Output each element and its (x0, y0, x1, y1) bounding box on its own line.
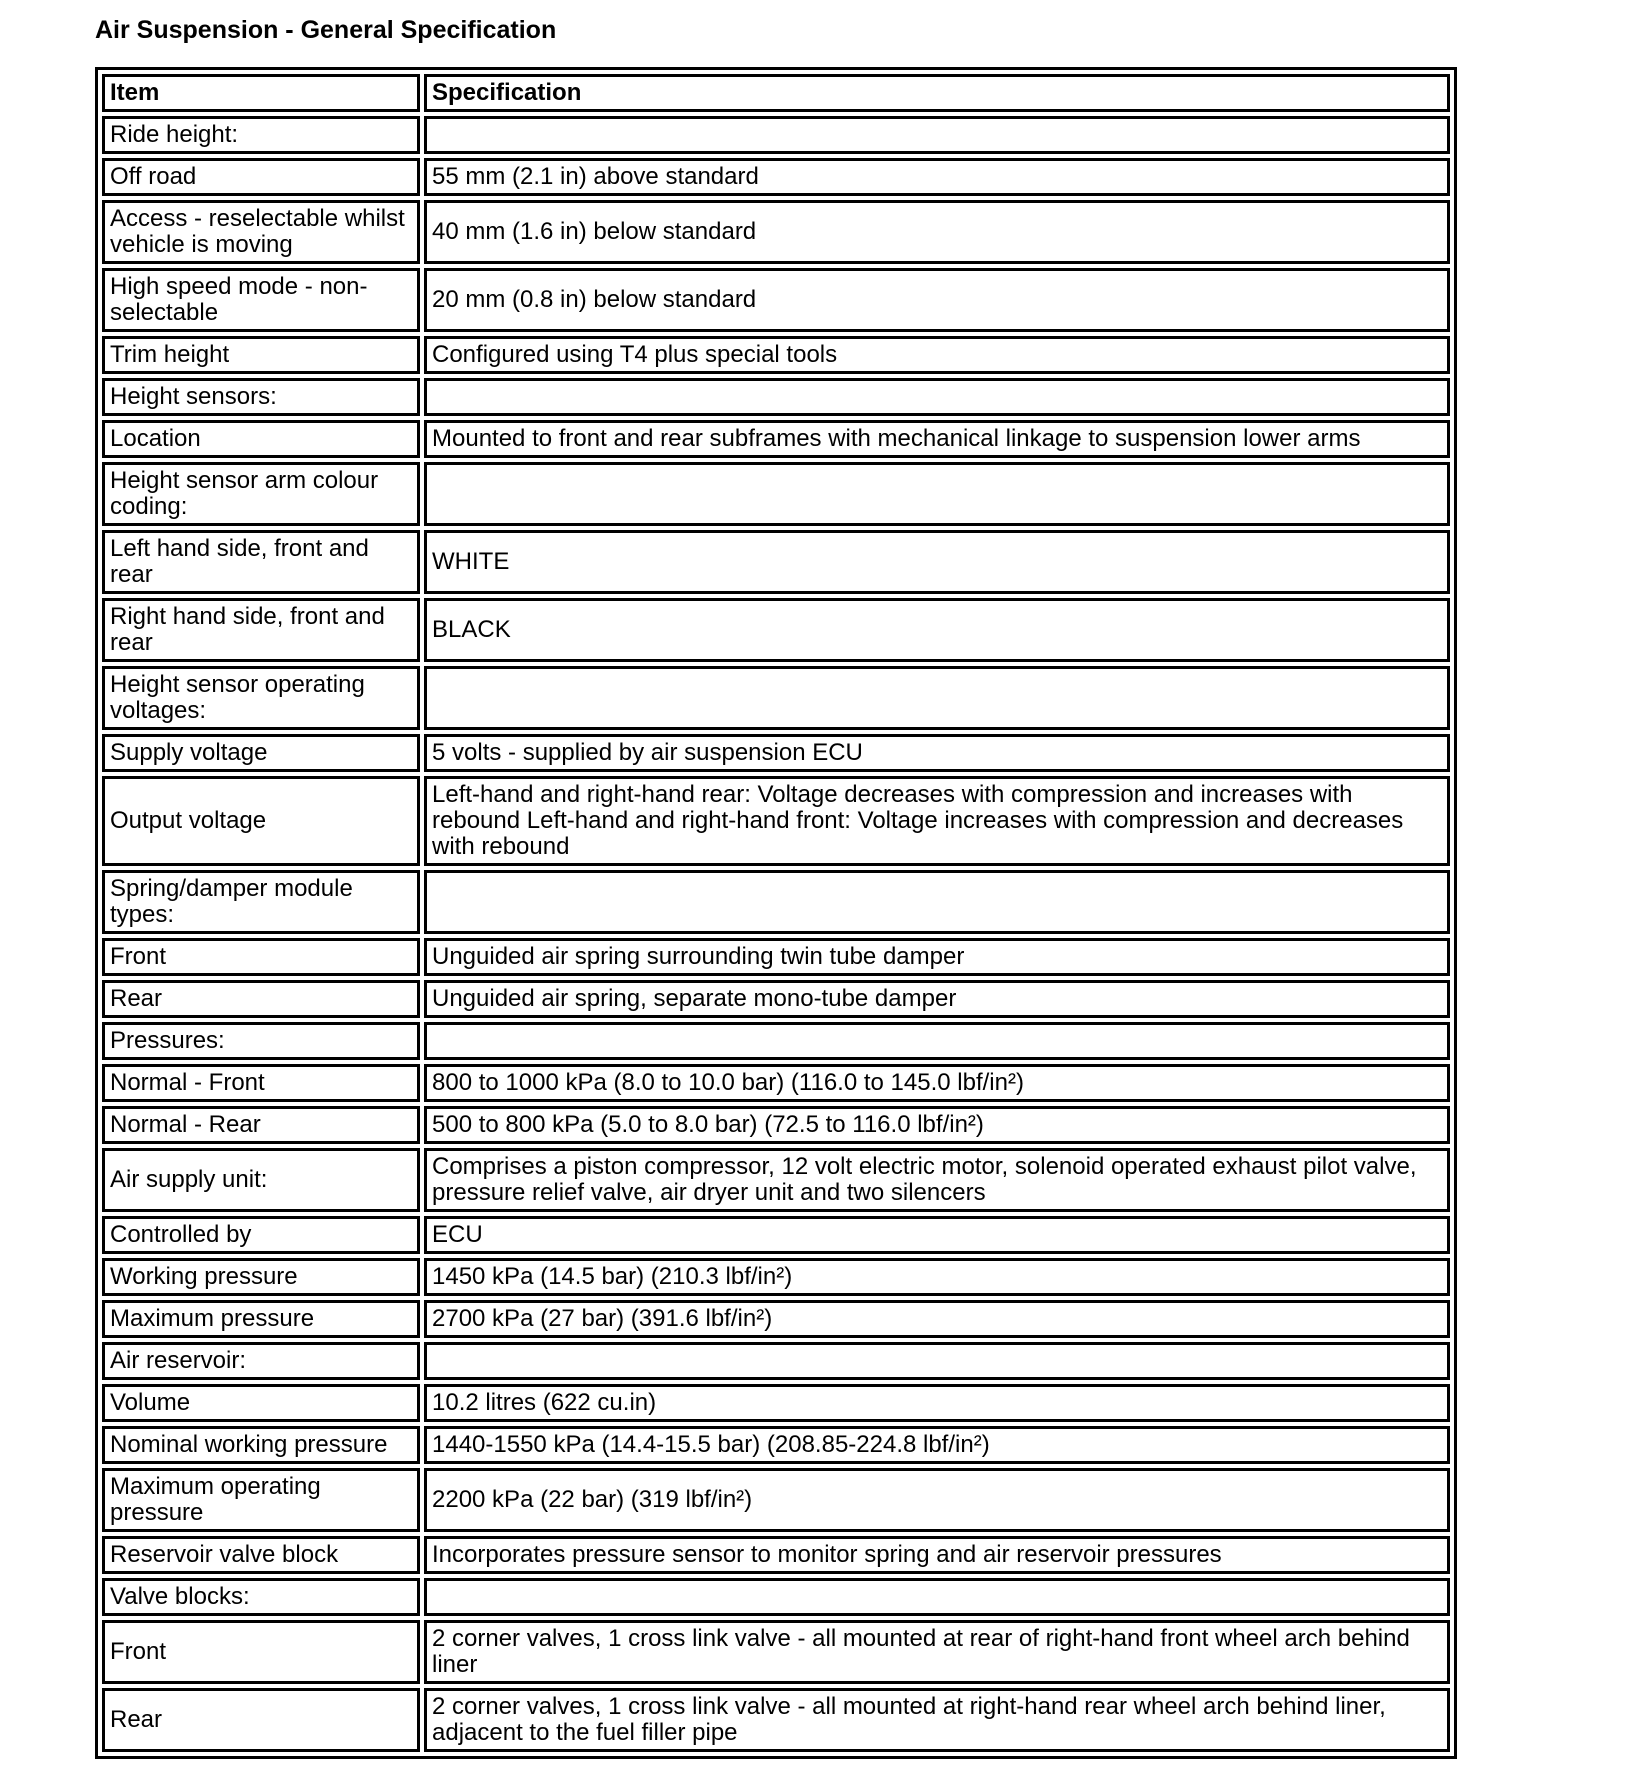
table-row (102, 158, 1450, 196)
table-row (102, 530, 1450, 594)
table-row (102, 1384, 1450, 1422)
table-row (102, 1300, 1450, 1338)
table-row (102, 1468, 1450, 1532)
spec-cell (424, 378, 1450, 416)
item-cell: Controlled by (102, 1216, 420, 1254)
table-row (102, 420, 1450, 458)
spec-cell: 10.2 litres (622 cu.in) (424, 1384, 1450, 1422)
item-cell: Pressures: (102, 1022, 420, 1060)
spec-cell (424, 462, 1450, 526)
item-cell: Height sensors: (102, 378, 420, 416)
table-row (102, 1426, 1450, 1464)
spec-cell (424, 870, 1450, 934)
item-cell: Location (102, 420, 420, 458)
spec-table (95, 67, 1457, 1759)
table-row (102, 462, 1450, 526)
item-cell: Maximum operating pressure (102, 1468, 420, 1532)
table-row (102, 378, 1450, 416)
spec-cell: Left-hand and right-hand rear: Voltage decreases with compression and increases with rebound Left-hand and right-hand front: Voltage increases with compression and decreases with rebound (424, 776, 1450, 866)
spec-cell: Configured using T4 plus special tools (424, 336, 1450, 374)
spec-cell: Unguided air spring surrounding twin tube damper (424, 938, 1450, 976)
item-cell: Ride height: (102, 116, 420, 154)
item-cell: Working pressure (102, 1258, 420, 1296)
spec-cell (424, 1578, 1450, 1616)
table-row (102, 1620, 1450, 1684)
spec-cell: Unguided air spring, separate mono-tube damper (424, 980, 1450, 1018)
item-cell: Rear (102, 1688, 420, 1752)
item-cell: Rear (102, 980, 420, 1018)
spec-cell: BLACK (424, 598, 1450, 662)
table-row (102, 734, 1450, 772)
spec-cell: 2 corner valves, 1 cross link valve - all mounted at right-hand rear wheel arch behind liner, adjacent to the fuel filler pipe (424, 1688, 1450, 1752)
spec-table-header (102, 74, 1450, 112)
spec-cell: 1440-1550 kPa (14.4-15.5 bar) (208.85-224.8 lbf/in²) (424, 1426, 1450, 1464)
item-cell: Nominal working pressure (102, 1426, 420, 1464)
spec-cell (424, 1342, 1450, 1380)
spec-cell (424, 116, 1450, 154)
item-cell: Normal - Rear (102, 1106, 420, 1144)
table-row (102, 1688, 1450, 1752)
item-cell: Normal - Front (102, 1064, 420, 1102)
item-cell: Supply voltage (102, 734, 420, 772)
item-cell: Height sensor arm colour coding: (102, 462, 420, 526)
item-cell: Height sensor operating voltages: (102, 666, 420, 730)
table-row (102, 1106, 1450, 1144)
spec-cell: WHITE (424, 530, 1450, 594)
spec-cell: 500 to 800 kPa (5.0 to 8.0 bar) (72.5 to 116.0 lbf/in²) (424, 1106, 1450, 1144)
table-row (102, 1022, 1450, 1060)
spec-cell: 40 mm (1.6 in) below standard (424, 200, 1450, 264)
item-cell: Reservoir valve block (102, 1536, 420, 1574)
item-cell: Left hand side, front and rear (102, 530, 420, 594)
item-cell: Off road (102, 158, 420, 196)
item-cell: High speed mode - non-selectable (102, 268, 420, 332)
table-row (102, 598, 1450, 662)
table-row (102, 1578, 1450, 1616)
table-row (102, 1258, 1450, 1296)
column-header-item: Item (102, 74, 420, 112)
item-cell: Spring/damper module types: (102, 870, 420, 934)
table-row (102, 938, 1450, 976)
spec-cell (424, 1022, 1450, 1060)
spec-cell: 2 corner valves, 1 cross link valve - all mounted at rear of right-hand front wheel arch behind liner (424, 1620, 1450, 1684)
spec-cell: Incorporates pressure sensor to monitor spring and air reservoir pressures (424, 1536, 1450, 1574)
table-row (102, 116, 1450, 154)
spec-cell: 800 to 1000 kPa (8.0 to 10.0 bar) (116.0 to 145.0 lbf/in²) (424, 1064, 1450, 1102)
item-cell: Access - reselectable whilst vehicle is moving (102, 200, 420, 264)
item-cell: Valve blocks: (102, 1578, 420, 1616)
item-cell: Air reservoir: (102, 1342, 420, 1380)
page-title: Air Suspension - General Specification (95, 16, 557, 44)
spec-cell: 55 mm (2.1 in) above standard (424, 158, 1450, 196)
item-cell: Maximum pressure (102, 1300, 420, 1338)
spec-cell: Mounted to front and rear subframes with mechanical linkage to suspension lower arms (424, 420, 1450, 458)
table-row (102, 336, 1450, 374)
spec-cell: 2200 kPa (22 bar) (319 lbf/in²) (424, 1468, 1450, 1532)
table-row (102, 776, 1450, 866)
spec-cell: 1450 kPa (14.5 bar) (210.3 lbf/in²) (424, 1258, 1450, 1296)
spec-cell: 5 volts - supplied by air suspension ECU (424, 734, 1450, 772)
spec-cell: ECU (424, 1216, 1450, 1254)
table-row (102, 200, 1450, 264)
item-cell: Right hand side, front and rear (102, 598, 420, 662)
table-row (102, 980, 1450, 1018)
item-cell: Front (102, 1620, 420, 1684)
spec-table-body (102, 116, 1450, 1752)
table-row (102, 1536, 1450, 1574)
table-row (102, 1216, 1450, 1254)
spec-cell: 20 mm (0.8 in) below standard (424, 268, 1450, 332)
table-row (102, 666, 1450, 730)
table-row (102, 870, 1450, 934)
table-row (102, 1342, 1450, 1380)
header-row (102, 74, 1450, 112)
table-row (102, 268, 1450, 332)
spec-cell: 2700 kPa (27 bar) (391.6 lbf/in²) (424, 1300, 1450, 1338)
item-cell: Output voltage (102, 776, 420, 866)
item-cell: Front (102, 938, 420, 976)
table-row (102, 1148, 1450, 1212)
spec-cell: Comprises a piston compressor, 12 volt electric motor, solenoid operated exhaust pilot valve, pressure relief valve, air dryer unit and two silencers (424, 1148, 1450, 1212)
table-row (102, 1064, 1450, 1102)
column-header-specification: Specification (424, 74, 1450, 112)
item-cell: Volume (102, 1384, 420, 1422)
item-cell: Air supply unit: (102, 1148, 420, 1212)
spec-cell (424, 666, 1450, 730)
item-cell: Trim height (102, 336, 420, 374)
